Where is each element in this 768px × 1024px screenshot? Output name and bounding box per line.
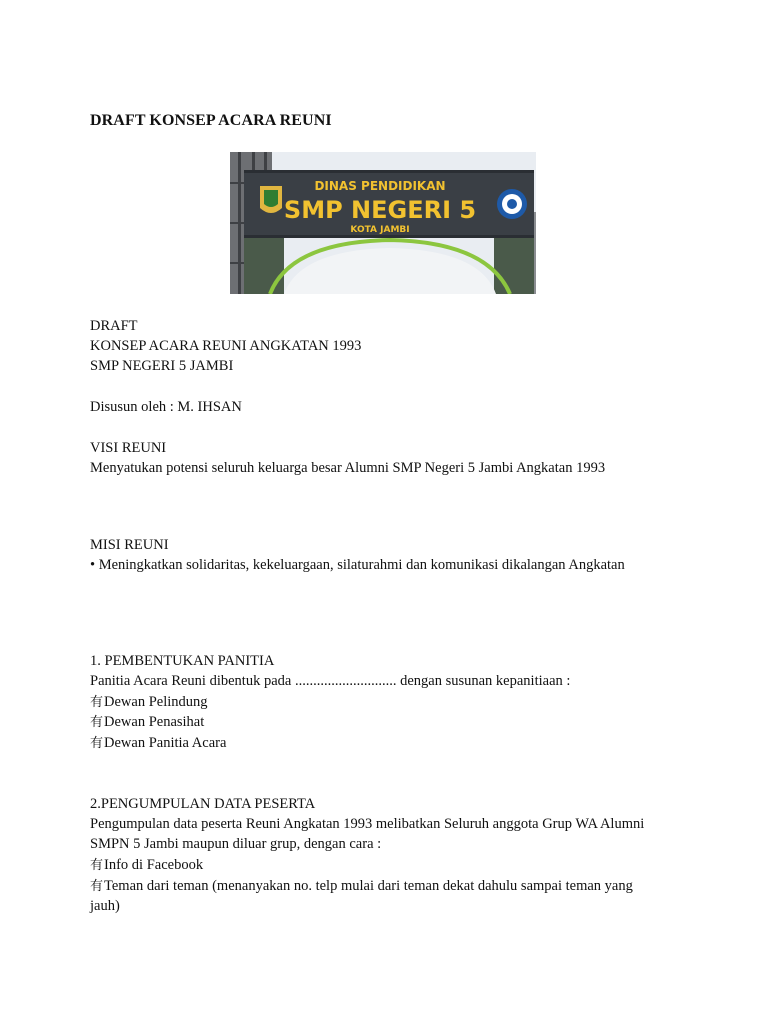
bullet-glyph: 有 (90, 879, 104, 894)
section2-intro-line2: SMPN 5 Jambi maupun diluar grup, dengan cara : (90, 836, 382, 852)
bullet-glyph: 有 (90, 858, 104, 873)
section2-intro-line1: Pengumpulan data peserta Reuni Angkatan 1993 melibatkan Seluruh anggota Grup WA Alumni (90, 816, 645, 832)
visi-heading: VISI REUNI (90, 440, 167, 456)
header-line-draft: DRAFT (90, 318, 138, 334)
header-line-school: SMP NEGERI 5 JAMBI (90, 358, 234, 374)
list-item-text: Dewan Pelindung (104, 694, 208, 710)
list-item (90, 855, 203, 876)
list-item (90, 712, 204, 733)
bullet-glyph: 有 (90, 715, 104, 730)
list-item (90, 692, 208, 713)
school-gate-image (230, 152, 536, 294)
section2-heading: 2.PENGUMPULAN DATA PESERTA (90, 796, 316, 812)
list-item (90, 876, 633, 897)
section1-heading: 1. PEMBENTUKAN PANITIA (90, 653, 275, 669)
school-gate-photo (230, 152, 536, 294)
list-item-continuation: jauh) (90, 898, 120, 914)
bullet-glyph: 有 (90, 695, 104, 710)
misi-item: • Meningkatkan solidaritas, kekeluargaan, silaturahmi dan komunikasi dikalangan Angkatan (90, 557, 625, 573)
sign-text-line1: DINAS PENDIDIKAN (314, 179, 446, 193)
list-item-text: Info di Facebook (104, 857, 204, 873)
sign-text-line3: KOTA JAMBI (350, 225, 410, 235)
list-item (90, 733, 226, 754)
author-line: Disusun oleh : M. IHSAN (90, 399, 242, 415)
section1-intro: Panitia Acara Reuni dibentuk pada ............................ dengan susunan kepanitiaan : (90, 673, 571, 689)
list-item-text: Dewan Penasihat (104, 714, 205, 730)
misi-heading: MISI REUNI (90, 537, 169, 553)
bullet-glyph: 有 (90, 736, 104, 751)
header-line-konsep: KONSEP ACARA REUNI ANGKATAN 1993 (90, 338, 362, 354)
list-item-text: Teman dari teman (menanyakan no. telp mulai dari teman dekat dahulu sampai teman yang (104, 878, 633, 894)
visi-text: Menyatukan potensi seluruh keluarga besar Alumni SMP Negeri 5 Jambi Angkatan 1993 (90, 460, 606, 476)
list-item-text: Dewan Panitia Acara (104, 735, 227, 751)
sign-text-line2: SMP NEGERI 5 (283, 196, 477, 224)
document-title: DRAFT KONSEP ACARA REUNI (90, 112, 332, 129)
